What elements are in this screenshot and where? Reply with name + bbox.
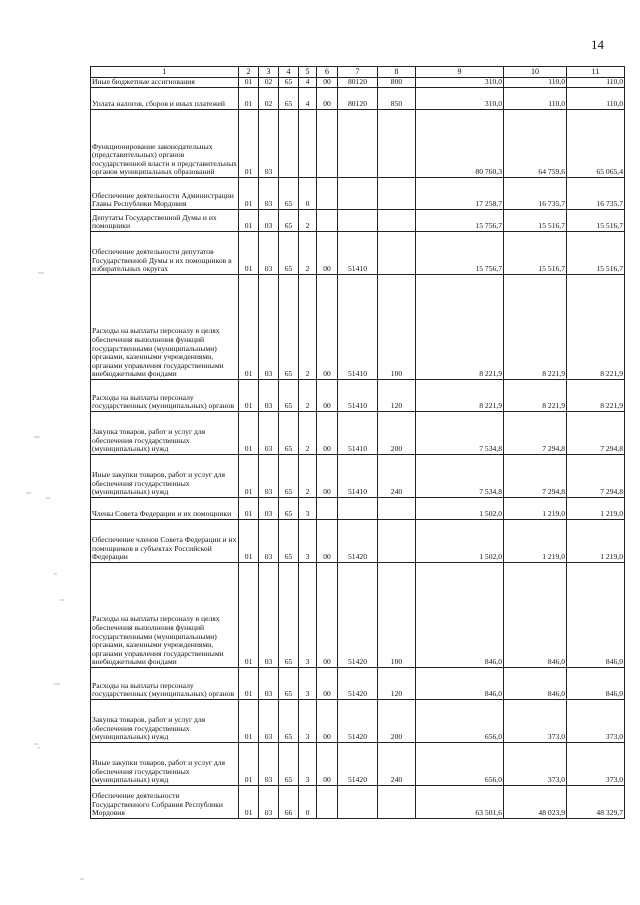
code-cell: 65 — [279, 700, 299, 743]
code-cell: 03 — [259, 520, 279, 563]
row-name-cell: Функционирование законодательных (представительных) органов государственной власти и представительных органов муниципальных образований — [91, 110, 239, 178]
code-cell: 200 — [378, 700, 416, 743]
amount-cell: 846,0 — [567, 668, 625, 700]
amount-cell: 1 219,0 — [567, 498, 625, 520]
code-cell: 03 — [259, 668, 279, 700]
code-cell: 00 — [317, 412, 338, 455]
code-cell: 01 — [239, 380, 259, 412]
code-cell: 0 — [299, 178, 317, 210]
amount-cell: 373,0 — [567, 700, 625, 743]
amount-cell: 63 501,6 — [416, 786, 504, 819]
amount-cell: 16 735,7 — [567, 178, 625, 210]
column-header: 8 — [378, 67, 416, 78]
row-name-cell: Обеспечение деятельности Администрации Главы Республики Мордовия — [91, 178, 239, 210]
code-cell: 03 — [259, 412, 279, 455]
code-cell: 00 — [317, 88, 338, 110]
amount-cell: 15 516,7 — [567, 210, 625, 232]
code-cell: 01 — [239, 210, 259, 232]
amount-cell: 8 221,9 — [567, 380, 625, 412]
code-cell: 3 — [299, 520, 317, 563]
row-name-cell: Расходы на выплаты персоналу государственных (муниципальных) органов — [91, 668, 239, 700]
column-header: 11 — [567, 67, 625, 78]
row-name-cell: Члены Совета Федерации и их помощники — [91, 498, 239, 520]
amount-cell: 310,0 — [416, 88, 504, 110]
code-cell: 01 — [239, 110, 259, 178]
code-cell: 51420 — [338, 520, 378, 563]
code-cell: 65 — [279, 88, 299, 110]
code-cell: 2 — [299, 455, 317, 498]
amount-cell: 7 534,8 — [416, 412, 504, 455]
code-cell: 3 — [299, 700, 317, 743]
code-cell: 240 — [378, 455, 416, 498]
code-cell: 00 — [317, 563, 338, 668]
amount-cell: 310,0 — [416, 78, 504, 88]
code-cell: 03 — [259, 210, 279, 232]
code-cell: 120 — [378, 668, 416, 700]
code-cell: 00 — [317, 668, 338, 700]
amount-cell: 1 219,0 — [567, 520, 625, 563]
code-cell: 02 — [259, 78, 279, 88]
code-cell: 03 — [259, 275, 279, 380]
code-cell: 03 — [259, 380, 279, 412]
amount-cell: 64 759,6 — [504, 110, 567, 178]
code-cell: 51410 — [338, 380, 378, 412]
code-cell: 800 — [378, 78, 416, 88]
amount-cell: 7 294,8 — [504, 412, 567, 455]
code-cell: 03 — [259, 743, 279, 786]
code-cell: 03 — [259, 178, 279, 210]
code-cell: 00 — [317, 700, 338, 743]
code-cell: 51410 — [338, 455, 378, 498]
code-cell: 65 — [279, 498, 299, 520]
code-cell: 65 — [279, 668, 299, 700]
code-cell: 4 — [299, 88, 317, 110]
code-cell: 3 — [299, 668, 317, 700]
amount-cell: 7 294,8 — [567, 455, 625, 498]
amount-cell: 8 221,9 — [567, 275, 625, 380]
code-cell: 00 — [317, 380, 338, 412]
code-cell: 03 — [259, 563, 279, 668]
row-name-cell: Расходы на выплаты персоналу в целях обеспечения выполнения функций государственными (муниципальными) органами, казенными учреждениями, органами управления государственными внебюджетными фондами — [91, 275, 239, 380]
code-cell: 4 — [299, 78, 317, 88]
code-cell: 65 — [279, 563, 299, 668]
code-cell: 100 — [378, 563, 416, 668]
code-cell: 2 — [299, 232, 317, 275]
code-cell: 51420 — [338, 700, 378, 743]
code-cell: 65 — [279, 380, 299, 412]
code-cell: 03 — [259, 700, 279, 743]
code-cell: 00 — [317, 743, 338, 786]
code-cell: 200 — [378, 412, 416, 455]
code-cell: 2 — [299, 380, 317, 412]
amount-cell: 1 219,0 — [504, 520, 567, 563]
amount-cell: 373,0 — [567, 743, 625, 786]
code-cell: 01 — [239, 700, 259, 743]
amount-cell: 110,0 — [567, 88, 625, 110]
code-cell: 65 — [279, 455, 299, 498]
amount-cell: 1 502,0 — [416, 498, 504, 520]
code-cell: 51410 — [338, 412, 378, 455]
amount-cell: 65 065,4 — [567, 110, 625, 178]
amount-cell: 846,0 — [416, 563, 504, 668]
row-name-cell: Расходы на выплаты персоналу государственных (муниципальных) органов — [91, 380, 239, 412]
amount-cell: 373,0 — [504, 700, 567, 743]
column-header: 9 — [416, 67, 504, 78]
amount-cell: 8 221,9 — [416, 275, 504, 380]
amount-cell: 1 502,0 — [416, 520, 504, 563]
code-cell: 2 — [299, 412, 317, 455]
code-cell: 65 — [279, 78, 299, 88]
amount-cell: 7 294,8 — [567, 412, 625, 455]
code-cell: 3 — [299, 743, 317, 786]
code-cell: 01 — [239, 412, 259, 455]
amount-cell: 15 516,7 — [504, 232, 567, 275]
amount-cell: 8 221,9 — [416, 380, 504, 412]
code-cell: 03 — [259, 786, 279, 819]
column-header: 4 — [279, 67, 299, 78]
code-cell: 03 — [259, 455, 279, 498]
row-name-cell: Иные бюджетные ассигнования — [91, 78, 239, 88]
amount-cell: 15 516,7 — [504, 210, 567, 232]
row-name-cell: Обеспечение деятельности депутатов Государственной Думы и их помощников в избирательных округах — [91, 232, 239, 275]
row-name-cell: Обеспечение деятельности Государственного Собрания Республики Мордовия — [91, 786, 239, 819]
code-cell: 100 — [378, 275, 416, 380]
code-cell: 02 — [259, 88, 279, 110]
column-header: 2 — [239, 67, 259, 78]
column-header: 5 — [299, 67, 317, 78]
amount-cell: 656,0 — [416, 700, 504, 743]
code-cell: 80120 — [338, 88, 378, 110]
row-name-cell: Депутаты Государственной Думы и их помощники — [91, 210, 239, 232]
amount-cell: 656,0 — [416, 743, 504, 786]
amount-cell: 1 219,0 — [504, 498, 567, 520]
code-cell: 2 — [299, 275, 317, 380]
code-cell: 01 — [239, 668, 259, 700]
code-cell: 01 — [239, 455, 259, 498]
code-cell: 65 — [279, 275, 299, 380]
code-cell: 01 — [239, 78, 259, 88]
row-name-cell: Обеспечение членов Совета Федерации и их помощников в субъектах Российской Федерации — [91, 520, 239, 563]
amount-cell: 15 756,7 — [416, 210, 504, 232]
amount-cell: 846,0 — [504, 668, 567, 700]
amount-cell: 110,0 — [504, 88, 567, 110]
code-cell: 01 — [239, 786, 259, 819]
column-header: 10 — [504, 67, 567, 78]
code-cell: 0 — [299, 786, 317, 819]
column-header: 6 — [317, 67, 338, 78]
code-cell: 03 — [259, 110, 279, 178]
code-cell: 51410 — [338, 232, 378, 275]
code-cell: 850 — [378, 88, 416, 110]
amount-cell: 17 258,7 — [416, 178, 504, 210]
code-cell: 03 — [259, 232, 279, 275]
code-cell: 51420 — [338, 563, 378, 668]
amount-cell: 7 534,8 — [416, 455, 504, 498]
code-cell: 01 — [239, 232, 259, 275]
code-cell: 3 — [299, 498, 317, 520]
amount-cell: 80 760,3 — [416, 110, 504, 178]
code-cell: 2 — [299, 210, 317, 232]
code-cell: 80120 — [338, 78, 378, 88]
amount-cell: 110,0 — [504, 78, 567, 88]
code-cell: 51420 — [338, 743, 378, 786]
amount-cell: 110,0 — [567, 78, 625, 88]
code-cell: 00 — [317, 78, 338, 88]
code-cell: 00 — [317, 275, 338, 380]
code-cell: 51420 — [338, 668, 378, 700]
page-number: 14 — [591, 37, 604, 52]
code-cell: 65 — [279, 520, 299, 563]
amount-cell: 8 221,9 — [504, 380, 567, 412]
code-cell: 65 — [279, 412, 299, 455]
column-header: 3 — [259, 67, 279, 78]
code-cell: 3 — [299, 563, 317, 668]
code-cell: 120 — [378, 380, 416, 412]
code-cell: 01 — [239, 178, 259, 210]
amount-cell: 15 516,7 — [567, 232, 625, 275]
code-cell: 01 — [239, 520, 259, 563]
row-name-cell: Иные закупки товаров, работ и услуг для обеспечения государственных (муниципальных) нужд — [91, 455, 239, 498]
code-cell: 01 — [239, 275, 259, 380]
amount-cell: 7 294,8 — [504, 455, 567, 498]
amount-cell: 846,0 — [416, 668, 504, 700]
amount-cell: 846,0 — [504, 563, 567, 668]
code-cell: 65 — [279, 743, 299, 786]
row-name-cell: Иные закупки товаров, работ и услуг для обеспечения государственных (муниципальных) нужд — [91, 743, 239, 786]
code-cell: 66 — [279, 786, 299, 819]
code-cell: 65 — [279, 178, 299, 210]
code-cell: 00 — [317, 455, 338, 498]
code-cell: 65 — [279, 232, 299, 275]
column-header: 1 — [91, 67, 239, 78]
code-cell: 01 — [239, 88, 259, 110]
code-cell: 240 — [378, 743, 416, 786]
row-name-cell: Закупка товаров, работ и услуг для обеспечения государственных (муниципальных) нужд — [91, 412, 239, 455]
row-name-cell: Расходы на выплаты персоналу в целях обеспечения выполнения функций государственными (муниципальными) органами, казенными учреждениями, органами управления государственными внебюджетными фондами — [91, 563, 239, 668]
code-cell: 51410 — [338, 275, 378, 380]
amount-cell: 15 756,7 — [416, 232, 504, 275]
amount-cell: 16 735,7 — [504, 178, 567, 210]
code-cell: 01 — [239, 743, 259, 786]
code-cell: 65 — [279, 210, 299, 232]
amount-cell: 48 329,7 — [567, 786, 625, 819]
amount-cell: 846,0 — [567, 563, 625, 668]
amount-cell: 48 023,9 — [504, 786, 567, 819]
code-cell: 03 — [259, 498, 279, 520]
row-name-cell: Уплата налогов, сборов и иных платежей — [91, 88, 239, 110]
column-header: 7 — [338, 67, 378, 78]
code-cell: 01 — [239, 563, 259, 668]
row-name-cell: Закупка товаров, работ и услуг для обеспечения государственных (муниципальных) нужд — [91, 700, 239, 743]
amount-cell: 8 221,9 — [504, 275, 567, 380]
code-cell: 00 — [317, 232, 338, 275]
code-cell: 01 — [239, 498, 259, 520]
code-cell: 00 — [317, 520, 338, 563]
amount-cell: 373,0 — [504, 743, 567, 786]
